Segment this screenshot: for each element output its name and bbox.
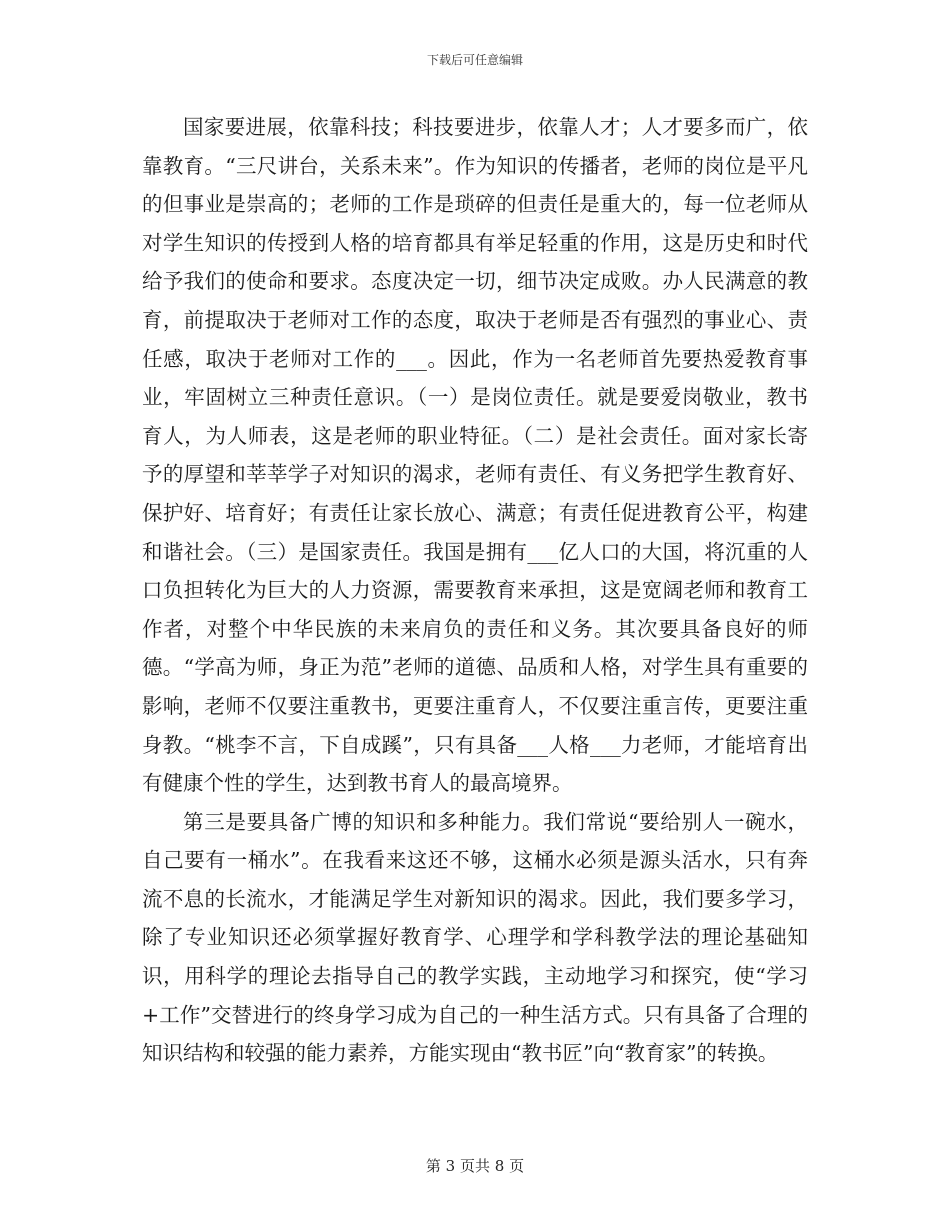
paragraph-2: 第三是要具备广博的知识和多种能力。我们常说“要给别人一碗水，自己要有一桶水”。在我看来这还不够，这桶水必须是源头活水，只有奔流不息的长流水，才能满足学生对新知识的渴求。因此，我们要多学习，除了专业知识还必须掌握好教育学、心理学和学科教学法的理论基础知识，用科学的理论去指导自己的教学实践，主动地学习和探究，使“学习+工作”交替进行的终身学习成为自己的一种生活方式。只有具备了合理的知识结构和较强的能力素养，方能实现由“教书匠”向“教育家”的转换。 <box>142 809 808 1066</box>
document-body <box>142 108 808 1073</box>
paragraph-1: 国家要进展，依靠科技；科技要进步，依靠人才；人才要多而广，依靠教育。“三尺讲台，关系未来”。作为知识的传播者，老师的岗位是平凡的但事业是崇高的；老师的工作是琐碎的但责任是重大的，每一位老师从对学生知识的传授到人格的培育都具有举足轻重的作用，这是历史和时代给予我们的使命和要求。态度决定一切，细节决定成败。办人民满意的教育，前提取决于老师对工作的态度，取决于老师是否有强烈的事业心、责任感，取决于老师对工作的___。因此，作为一名老师首先要热爱教育事业，牢固树立三种责任意识。（一）是岗位责任。就是要爱岗敬业，教书育人，为人师表，这是老师的职业特征。（二）是社会责任。面对家长寄予的厚望和莘莘学子对知识的渴求，老师有责任、有义务把学生教育好、保护好、培育好；有责任让家长放心、满意；有责任促进教育公平，构建和谐社会。（三）是国家责任。我国是拥有___亿人口的大国，将沉重的人口负担转化为巨大的人力资源，需要教育来承担，这是宽阔老师和教育工作者，对整个中华民族的未来肩负的责任和义务。其次要具备良好的师德。“学高为师，身正为范”老师的道德、品质和人格，对学生具有重要的影响，老师不仅要注重教书，更要注重育人，不仅要注重言传，更要注重身教。“桃李不言，下自成蹊”，只有具备___人格___力老师，才能培育出有健康个性的学生，达到教书育人的最高境界。 <box>142 115 808 796</box>
page-header: 下载后可任意编辑 <box>426 53 523 67</box>
page-footer: 第 3 页共 8 页 <box>425 1157 525 1175</box>
